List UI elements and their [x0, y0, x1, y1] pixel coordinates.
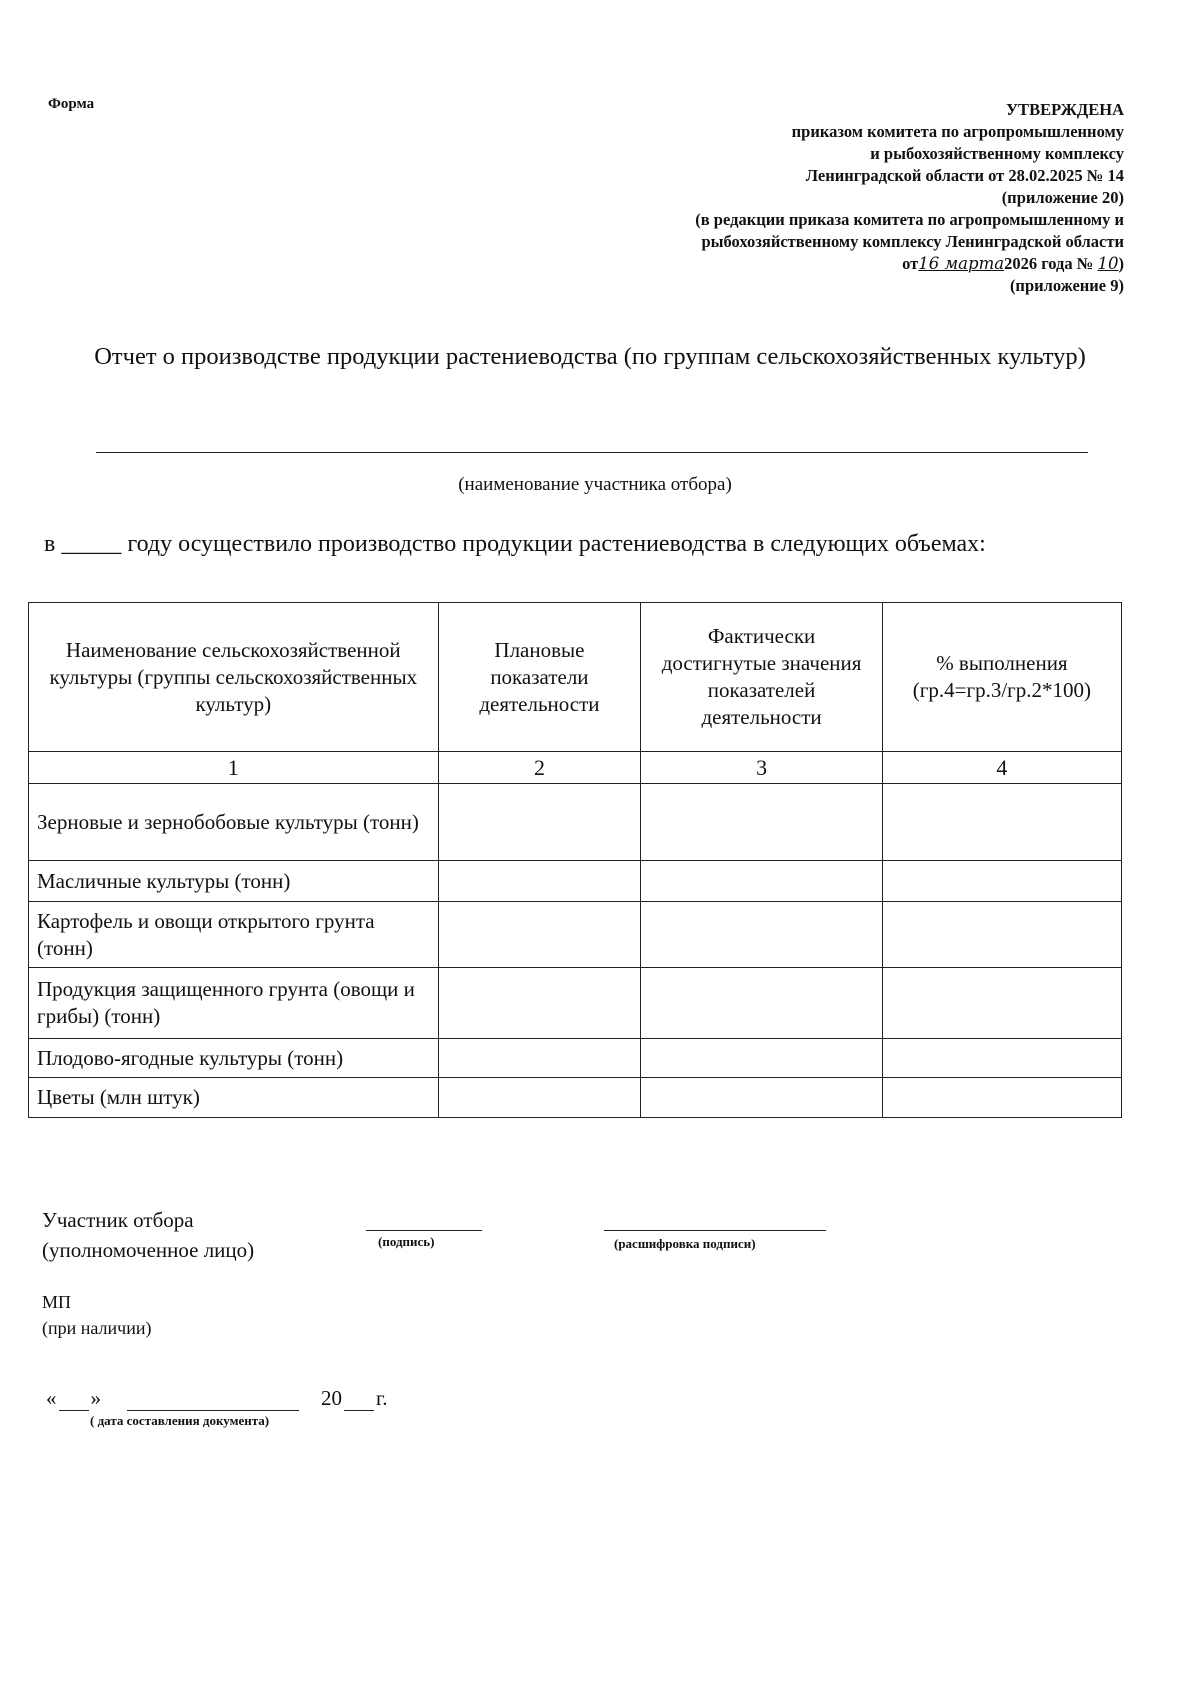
approval-block [604, 99, 1124, 297]
participant-name-line [96, 452, 1088, 453]
handwritten-date: 16 марта [918, 254, 1005, 273]
participant-label-line-2: (уполномоченное лицо) [42, 1238, 255, 1262]
approval-line-2: приказом комитета по агропромышленному [791, 122, 1124, 141]
signature-decoding-caption: (расшифровка подписи) [614, 1236, 756, 1251]
percent-cell[interactable] [882, 1078, 1121, 1118]
header-actual: Фактически достигнутые значения показателей деятельности [641, 603, 882, 752]
column-number: 4 [882, 752, 1121, 784]
table-row [29, 968, 1122, 1039]
handwritten-number: 10 [1097, 254, 1119, 273]
header-percent: % выполнения (гр.4=гр.3/гр.2*100) [882, 603, 1121, 752]
signature-line[interactable] [366, 1230, 482, 1231]
date-caption: ( дата составления документа) [90, 1413, 270, 1428]
percent-cell[interactable] [882, 902, 1121, 968]
date-year-prefix: 20 [321, 1386, 342, 1410]
row-label: Масличные культуры (тонн) [29, 861, 439, 902]
participant-label-line-1: Участник отбора [42, 1208, 194, 1232]
column-number: 3 [641, 752, 882, 784]
approval-line-7: рыбохозяйственному комплексу Ленинградской области [701, 232, 1124, 251]
row-label: Картофель и овощи открытого грунта (тонн) [29, 902, 439, 968]
column-number: 1 [29, 752, 439, 784]
approval-date-prefix: от [902, 254, 919, 273]
form-label: Форма [48, 96, 95, 112]
document-title: Отчет о производстве продукции растениеводства (по группам сельскохозяйственных культур) [94, 343, 1086, 370]
approval-line-8 [604, 253, 1124, 275]
date-open-quote: « [46, 1386, 57, 1410]
actual-cell[interactable] [641, 968, 882, 1039]
column-number: 2 [438, 752, 641, 784]
actual-cell[interactable] [641, 1039, 882, 1078]
signature-decoding-line[interactable] [604, 1230, 826, 1231]
header-planned: Плановые показатели деятельности [438, 603, 641, 752]
signature-caption: (подпись) [378, 1234, 435, 1249]
approval-line-3: и рыбохозяйственному комплексу [870, 144, 1124, 163]
stamp-label: МП [42, 1292, 72, 1312]
header-crop-name: Наименование сельскохозяйственной культуры (группы сельскохозяйственных культур) [29, 603, 439, 752]
actual-cell[interactable] [641, 861, 882, 902]
intro-text: в _____ году осуществило производство продукции растениеводства в следующих объемах: [44, 531, 986, 557]
row-label: Зерновые и зернобобовые культуры (тонн) [29, 784, 439, 861]
row-label: Продукция защищенного грунта (овощи и грибы) (тонн) [29, 968, 439, 1039]
percent-cell[interactable] [882, 968, 1121, 1039]
planned-cell[interactable] [438, 861, 641, 902]
table-row [29, 861, 1122, 902]
row-label: Цветы (млн штук) [29, 1078, 439, 1118]
actual-cell[interactable] [641, 1078, 882, 1118]
planned-cell[interactable] [438, 784, 641, 861]
date-year-blank[interactable] [344, 1392, 374, 1411]
column-number-row [29, 752, 1122, 784]
approval-year-number-label: 2026 года № [1004, 254, 1094, 273]
percent-cell[interactable] [882, 784, 1121, 861]
planned-cell[interactable] [438, 1078, 641, 1118]
stamp-note: (при наличии) [42, 1318, 152, 1338]
actual-cell[interactable] [641, 902, 882, 968]
table-row [29, 784, 1122, 861]
approval-line-6: (в редакции приказа комитета по агропромышленному и [695, 210, 1124, 229]
date-close-quote: » [90, 1386, 101, 1410]
date-year-suffix: г. [376, 1386, 388, 1410]
planned-cell[interactable] [438, 1039, 641, 1078]
participant-name-caption: (наименование участника отбора) [458, 474, 732, 495]
planned-cell[interactable] [438, 968, 641, 1039]
table-header-row [29, 603, 1122, 752]
production-table [28, 602, 1122, 1118]
date-month-blank[interactable] [127, 1392, 299, 1411]
approval-line-8-suffix: ) [1118, 254, 1124, 273]
stamp-block [42, 1289, 151, 1341]
percent-cell[interactable] [882, 1039, 1121, 1078]
approval-line-9: (приложение 9) [1009, 276, 1124, 295]
planned-cell[interactable] [438, 902, 641, 968]
table-row [29, 1078, 1122, 1118]
percent-cell[interactable] [882, 861, 1121, 902]
approval-line-1: УТВЕРЖДЕНА [1005, 100, 1124, 119]
participant-signature-label [42, 1205, 254, 1265]
document-date-row [46, 1386, 388, 1411]
actual-cell[interactable] [641, 784, 882, 861]
table-row [29, 1039, 1122, 1078]
approval-line-5: (приложение 20) [1001, 188, 1124, 207]
date-day-blank[interactable] [59, 1392, 89, 1411]
approval-line-4: Ленинградской области от 28.02.2025 № 14 [805, 166, 1124, 185]
table-row [29, 902, 1122, 968]
row-label: Плодово-ягодные культуры (тонн) [29, 1039, 439, 1078]
